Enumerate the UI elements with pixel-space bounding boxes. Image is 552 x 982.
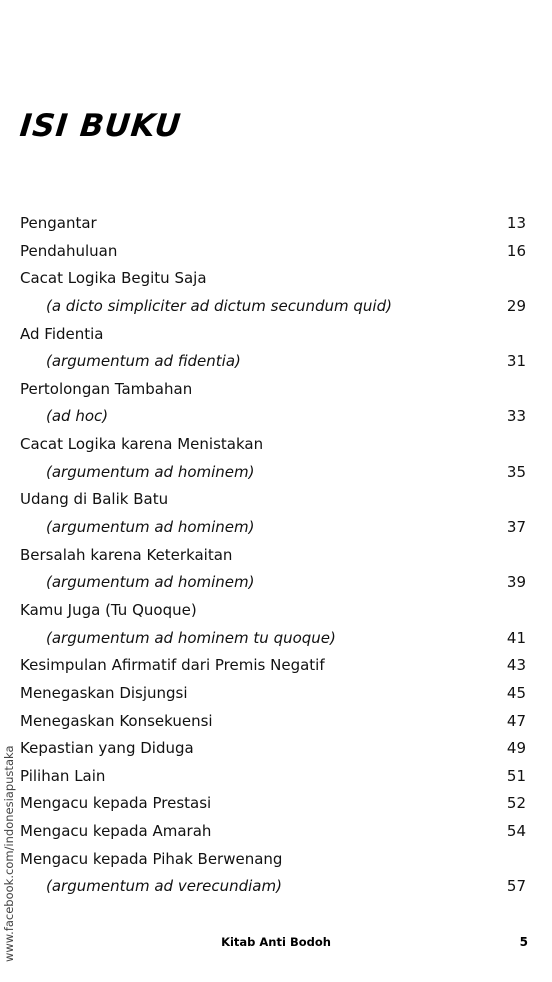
toc-entry (20, 431, 526, 459)
toc-entry-page: 37 (506, 518, 526, 537)
toc-entry-page: 47 (506, 711, 526, 730)
toc-entry (20, 708, 526, 736)
toc-entry-label: (argumentum ad hominem) (46, 573, 255, 592)
toc-entry-subtitle (20, 569, 526, 597)
toc-entry-page: 29 (506, 296, 526, 315)
toc-entry-label: Udang di Balik Batu (20, 490, 169, 509)
toc-entry (20, 265, 526, 293)
toc-entry-label: Menegaskan Disjungsi (20, 683, 188, 702)
toc-entry-label: Kesimpulan Afirmatif dari Premis Negatif (20, 656, 325, 675)
toc-entry-subtitle (20, 348, 526, 376)
toc-entry (20, 542, 526, 570)
toc-entry-label: (argumentum ad hominem) (46, 518, 255, 537)
toc-entry (20, 486, 526, 514)
toc-entry (20, 763, 526, 791)
toc-entry-label: (ad hoc) (46, 407, 109, 426)
toc-entry-page: 35 (506, 462, 526, 481)
toc-entry (20, 597, 526, 625)
toc-entry-label: (a dicto simpliciter ad dictum secundum quid) (46, 296, 392, 315)
toc-entry-label: (argumentum ad hominem) (46, 462, 255, 481)
toc-entry-page: 39 (506, 573, 526, 592)
toc-entry-page: 13 (506, 214, 526, 232)
toc-entry (20, 652, 526, 680)
toc-entry-label: Cacat Logika karena Menistakan (20, 435, 264, 454)
toc-entry (20, 846, 526, 874)
toc-entry-label: Kepastian yang Diduga (20, 739, 194, 758)
toc-entry-page: 41 (506, 628, 526, 647)
toc-entry (20, 735, 526, 763)
toc-entry-label: Mengacu kepada Prestasi (20, 794, 212, 813)
toc-entry-label: Pengantar (20, 214, 97, 232)
toc-entry-page: 52 (506, 794, 526, 813)
toc-entry-label: (argumentum ad fidentia) (46, 352, 241, 371)
toc-entry-page: 51 (506, 766, 526, 785)
toc-entry (20, 238, 526, 266)
toc-entry-subtitle (20, 625, 526, 653)
toc-entry (20, 680, 526, 708)
toc-entry-label: Pilihan Lain (20, 766, 106, 785)
toc-entry (20, 321, 526, 349)
toc-entry-page: 49 (506, 739, 526, 758)
toc-entry-label: (argumentum ad verecundiam) (46, 877, 282, 896)
toc-entry-subtitle (20, 459, 526, 487)
toc-entry-page: 33 (506, 407, 526, 426)
footer-page-number: 5 (519, 935, 528, 949)
toc-entry (20, 790, 526, 818)
toc-entry-label: Cacat Logika Begitu Saja (20, 269, 207, 288)
toc-entry-subtitle (20, 403, 526, 431)
toc-entry-subtitle (20, 514, 526, 542)
toc-entry-page: 54 (506, 822, 526, 841)
page-title: ISI BUKU (18, 108, 183, 144)
toc-entry-label: (argumentum ad hominem tu quoque) (46, 628, 336, 647)
toc-entry-label: Bersalah karena Keterkaitan (20, 545, 233, 564)
toc-entry-subtitle (20, 293, 526, 321)
toc-entry (20, 818, 526, 846)
toc-entry-page: 16 (506, 241, 526, 260)
toc-entry (20, 376, 526, 404)
footer-book-title: Kitab Anti Bodoh (221, 935, 331, 949)
toc-entry-label: Ad Fidentia (20, 324, 104, 343)
toc-entry-label: Mengacu kepada Pihak Berwenang (20, 849, 283, 868)
toc-entry-label: Mengacu kepada Amarah (20, 822, 212, 841)
toc-entry (20, 210, 526, 238)
toc-entry-page: 31 (506, 352, 526, 371)
watermark-url: www.facebook.com/indonesiapustaka (2, 745, 16, 962)
toc-entry-label: Menegaskan Konsekuensi (20, 711, 213, 730)
toc-entry-label: Pertolongan Tambahan (20, 379, 193, 398)
toc-entry-label: Pendahuluan (20, 241, 118, 260)
toc-entry-label: Kamu Juga (Tu Quoque) (20, 600, 197, 619)
table-of-contents (20, 210, 526, 901)
toc-entry-page: 57 (506, 877, 526, 896)
toc-entry-page: 45 (506, 683, 526, 702)
toc-entry-page: 43 (506, 656, 526, 675)
toc-entry-subtitle (20, 873, 526, 901)
